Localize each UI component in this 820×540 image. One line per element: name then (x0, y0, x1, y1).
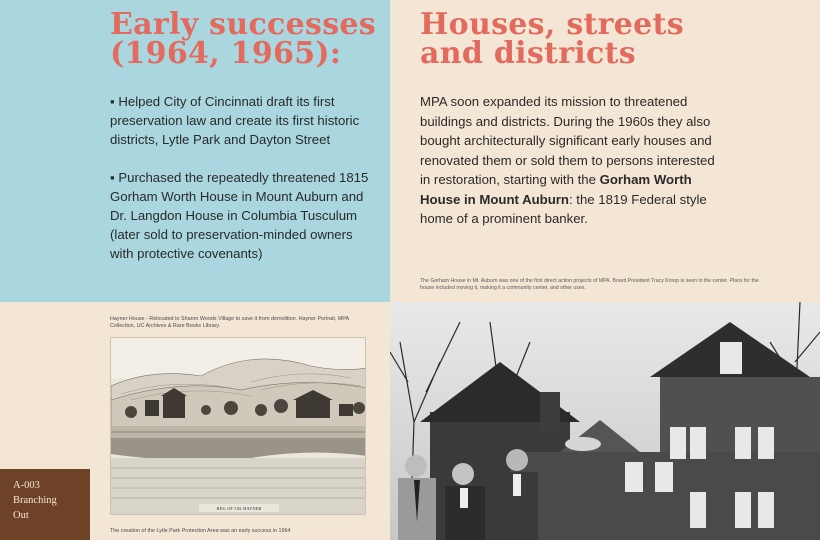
heading-line: Early successes (110, 7, 376, 42)
exhibit-tag (0, 469, 90, 540)
engraving-caption: Hayner House - Relocated to Sharon Woods Village to save it from demolition. Hayner Portrait, MPA Collection, UC Archives & Rare Books Library. (110, 316, 349, 329)
photo-caption: The Gorham House in Mt. Auburn was one of the first direct action projects of MPA. Board President Tracy Kroop is seen in the center. Plans for the house included moving it, making it a community center, and other uses. (420, 278, 759, 291)
early-successes-heading (110, 7, 390, 72)
house-photograph (390, 302, 820, 540)
mission-paragraph (420, 92, 720, 229)
heading-line: Houses, streets (420, 7, 684, 42)
success-bullet-list (110, 92, 378, 282)
paragraph-text: : the 1819 Federal style home of a prominent banker. (420, 191, 707, 226)
hayner-house-engraving (110, 337, 366, 515)
heading-line: (1964, 1965): (110, 36, 342, 72)
gorham-worth-house-photo (390, 302, 820, 540)
tag-code: A-003 (13, 480, 40, 491)
bullet-item: ▪ Purchased the repeatedly threatened 1815 Gorham Worth House in Mount Auburn and Dr. Langdon House in Columbia Tusculum (later sold to preservation-minded owners with protective covenants) (110, 170, 369, 261)
heading-line: and districts (420, 36, 636, 72)
houses-streets-heading (420, 7, 810, 72)
tag-title: Branching (13, 495, 57, 506)
paragraph-text: MPA soon expanded its mission to threatened buildings and districts. During the 1960s they also bought architecturally significant early houses and renovated them or sold them to persons interested in restoration, starting with the (420, 94, 715, 187)
plate-title: RES. OF J.M. HAYNER (216, 506, 262, 511)
engraving-credit: The creation of the Lytle Park Protection Area was an early success in 1964 (110, 528, 291, 534)
bullet-item: ▪ Helped City of Cincinnati draft its first preservation law and create its first historic districts, Lytle Park and Dayton Street (110, 94, 360, 147)
gorham-worth-house-emphasis: Gorham Worth House in Mount Auburn (420, 172, 692, 207)
engraving-illustration (111, 338, 366, 515)
tag-title: Out (13, 510, 29, 521)
